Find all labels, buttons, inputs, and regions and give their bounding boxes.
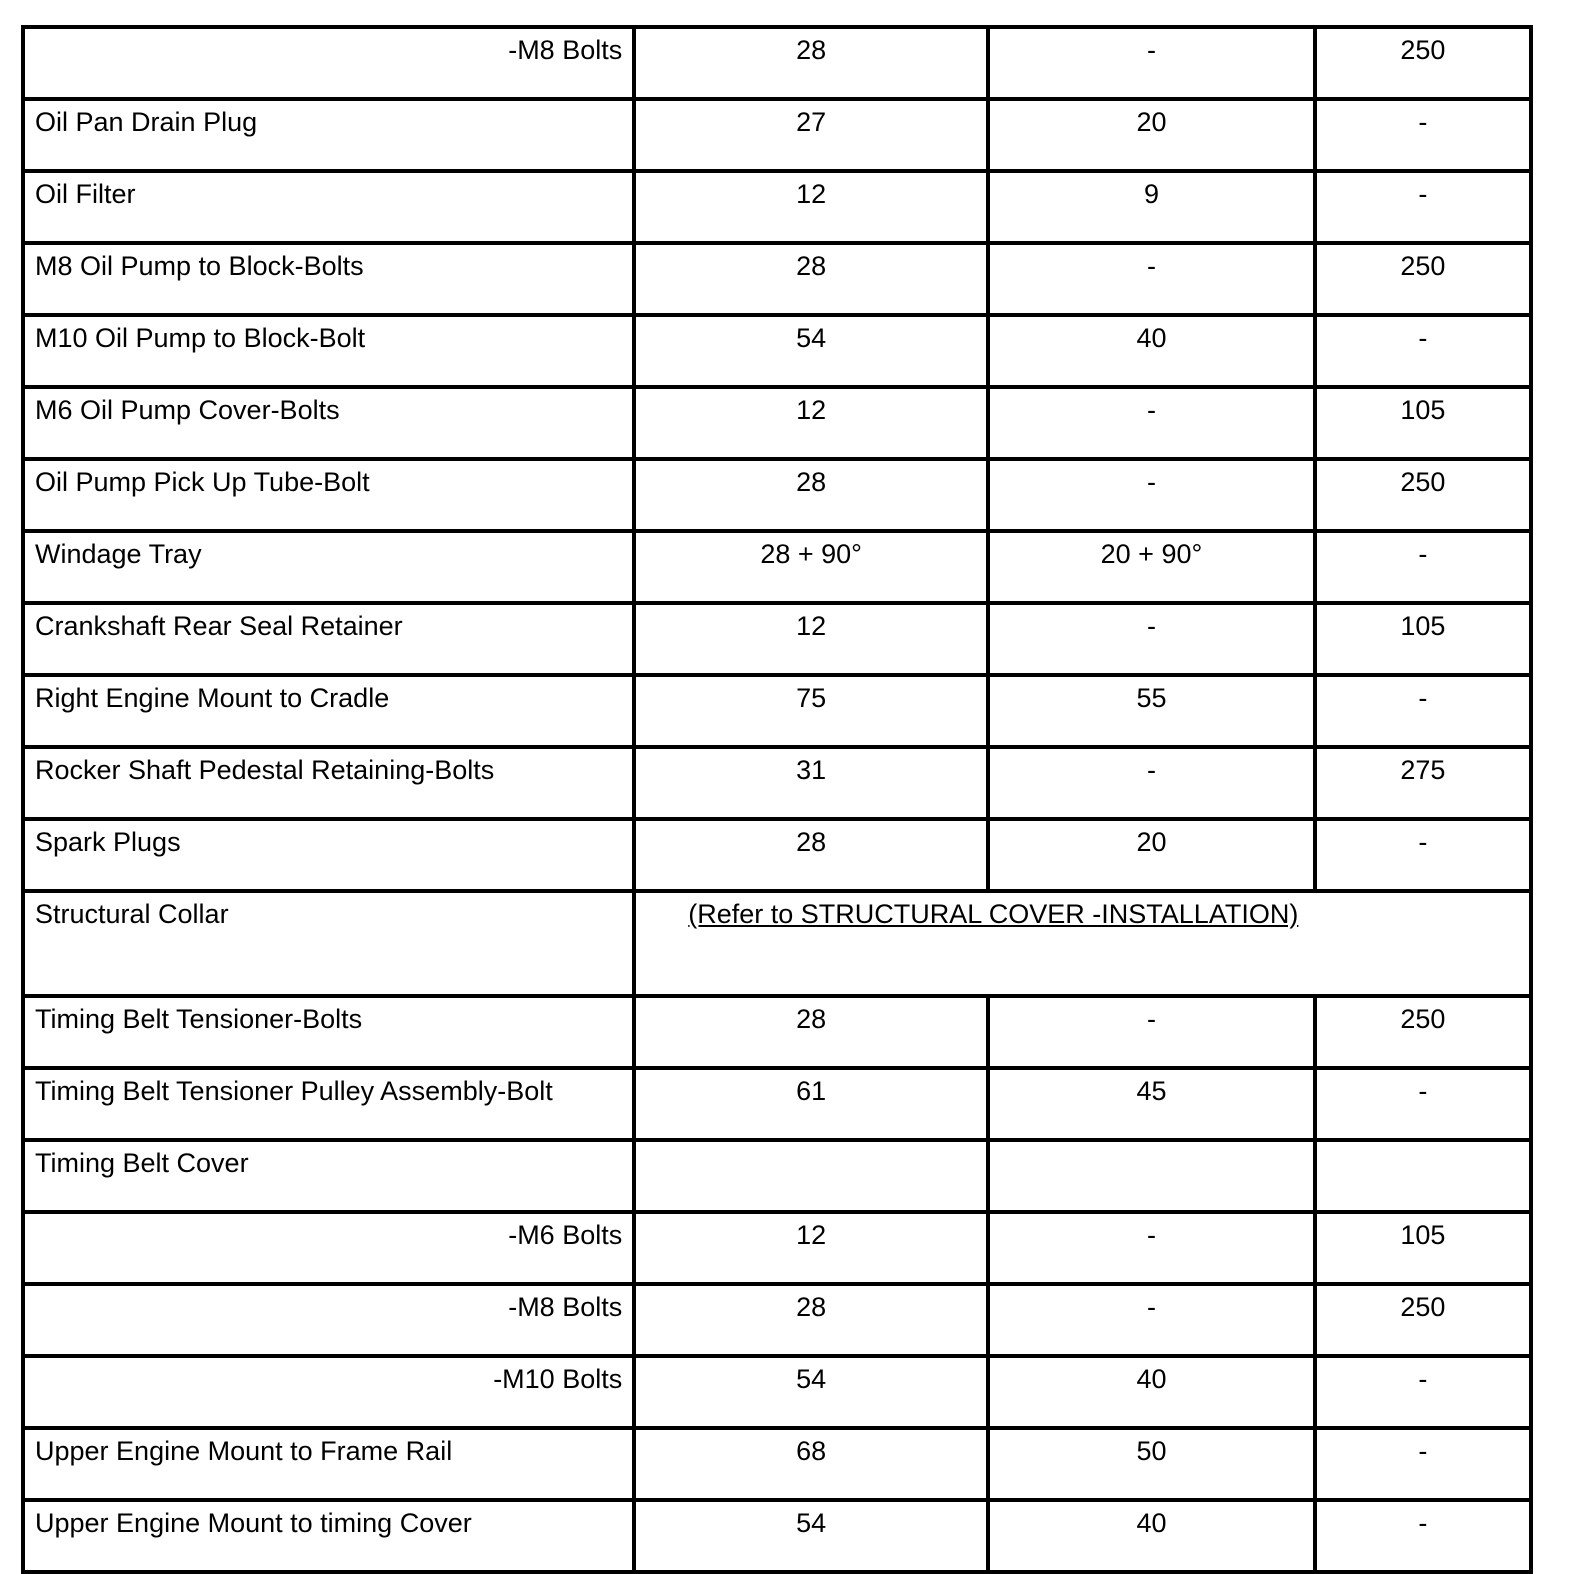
component-name: Oil Pan Drain Plug bbox=[23, 99, 634, 171]
torque-lbft-value: - bbox=[988, 27, 1315, 99]
torque-nm-value: 28 bbox=[634, 459, 988, 531]
torque-lbin-value: 105 bbox=[1315, 387, 1531, 459]
torque-nm-value: 75 bbox=[634, 675, 988, 747]
table-row bbox=[23, 243, 1531, 315]
table-row bbox=[23, 1284, 1531, 1356]
component-name: Timing Belt Tensioner Pulley Assembly-Bolt bbox=[23, 1068, 634, 1140]
torque-lbin-value: 105 bbox=[1315, 1212, 1531, 1284]
component-name: Timing Belt Tensioner-Bolts bbox=[23, 996, 634, 1068]
torque-lbft-value: 45 bbox=[988, 1068, 1315, 1140]
torque-lbft-value: 20 + 90° bbox=[988, 531, 1315, 603]
torque-nm-value: 68 bbox=[634, 1428, 988, 1500]
table-row bbox=[23, 603, 1531, 675]
torque-nm-value: 28 bbox=[634, 819, 988, 891]
table-row bbox=[23, 315, 1531, 387]
table-row bbox=[23, 1500, 1531, 1572]
torque-nm-value bbox=[634, 1140, 988, 1212]
torque-lbin-value: 250 bbox=[1315, 996, 1531, 1068]
table-row bbox=[23, 996, 1531, 1068]
component-name: Upper Engine Mount to Frame Rail bbox=[23, 1428, 634, 1500]
torque-nm-value: 54 bbox=[634, 1500, 988, 1572]
torque-lbft-value: 20 bbox=[988, 99, 1315, 171]
torque-lbin-value: 105 bbox=[1315, 603, 1531, 675]
torque-nm-value: 28 bbox=[634, 243, 988, 315]
table-row bbox=[23, 27, 1531, 99]
torque-lbin-value bbox=[1315, 1140, 1531, 1212]
torque-nm-value: 54 bbox=[634, 1356, 988, 1428]
torque-lbin-value: - bbox=[1315, 99, 1531, 171]
torque-lbin-value: 250 bbox=[1315, 27, 1531, 99]
component-name: Upper Engine Mount to timing Cover bbox=[23, 1500, 634, 1572]
torque-nm-value: 28 bbox=[634, 1284, 988, 1356]
table-row bbox=[23, 1428, 1531, 1500]
torque-spec-table bbox=[21, 25, 1533, 1574]
component-name: M8 Oil Pump to Block-Bolts bbox=[23, 243, 634, 315]
reference-note-cell bbox=[634, 891, 1531, 996]
table-row bbox=[23, 1212, 1531, 1284]
table-body bbox=[23, 27, 1531, 1572]
torque-nm-value: 28 bbox=[634, 996, 988, 1068]
torque-lbin-value: - bbox=[1315, 1428, 1531, 1500]
torque-lbin-value: - bbox=[1315, 1356, 1531, 1428]
torque-nm-value: 12 bbox=[634, 603, 988, 675]
torque-nm-value: 28 + 90° bbox=[634, 531, 988, 603]
table-row bbox=[23, 531, 1531, 603]
torque-lbft-value: 40 bbox=[988, 315, 1315, 387]
torque-lbin-value: - bbox=[1315, 531, 1531, 603]
reference-note: (Refer to STRUCTURAL COVER -INSTALLATION) bbox=[688, 899, 1299, 929]
table-row bbox=[23, 819, 1531, 891]
table-row bbox=[23, 459, 1531, 531]
torque-nm-value: 61 bbox=[634, 1068, 988, 1140]
torque-lbin-value: 275 bbox=[1315, 747, 1531, 819]
torque-nm-value: 54 bbox=[634, 315, 988, 387]
component-name: Windage Tray bbox=[23, 531, 634, 603]
torque-lbft-value: 40 bbox=[988, 1356, 1315, 1428]
torque-lbin-value: 250 bbox=[1315, 243, 1531, 315]
torque-lbft-value: - bbox=[988, 387, 1315, 459]
torque-lbft-value: - bbox=[988, 459, 1315, 531]
torque-lbft-value: 55 bbox=[988, 675, 1315, 747]
torque-lbft-value bbox=[988, 1140, 1315, 1212]
torque-lbft-value: - bbox=[988, 996, 1315, 1068]
table-row bbox=[23, 99, 1531, 171]
component-name: Oil Pump Pick Up Tube-Bolt bbox=[23, 459, 634, 531]
table-row bbox=[23, 891, 1531, 996]
table-row bbox=[23, 171, 1531, 243]
component-subitem-name: -M6 Bolts bbox=[23, 1212, 634, 1284]
torque-lbin-value: - bbox=[1315, 315, 1531, 387]
component-name: M6 Oil Pump Cover-Bolts bbox=[23, 387, 634, 459]
torque-nm-value: 27 bbox=[634, 99, 988, 171]
torque-lbft-value: - bbox=[988, 603, 1315, 675]
component-subitem-name: -M10 Bolts bbox=[23, 1356, 634, 1428]
component-name: Timing Belt Cover bbox=[23, 1140, 634, 1212]
component-subitem-name: -M8 Bolts bbox=[23, 1284, 634, 1356]
component-name: Spark Plugs bbox=[23, 819, 634, 891]
component-name: Crankshaft Rear Seal Retainer bbox=[23, 603, 634, 675]
torque-lbft-value: 50 bbox=[988, 1428, 1315, 1500]
torque-lbin-value: - bbox=[1315, 1068, 1531, 1140]
torque-lbin-value: - bbox=[1315, 171, 1531, 243]
table-row bbox=[23, 1068, 1531, 1140]
torque-lbin-value: 250 bbox=[1315, 459, 1531, 531]
table-row bbox=[23, 1356, 1531, 1428]
torque-lbft-value: - bbox=[988, 243, 1315, 315]
torque-nm-value: 12 bbox=[634, 387, 988, 459]
torque-lbft-value: - bbox=[988, 1212, 1315, 1284]
torque-lbft-value: 40 bbox=[988, 1500, 1315, 1572]
component-name: Rocker Shaft Pedestal Retaining-Bolts bbox=[23, 747, 634, 819]
torque-nm-value: 28 bbox=[634, 27, 988, 99]
torque-lbin-value: 250 bbox=[1315, 1284, 1531, 1356]
component-name: Structural Collar bbox=[23, 891, 634, 996]
torque-lbin-value: - bbox=[1315, 675, 1531, 747]
torque-lbft-value: - bbox=[988, 747, 1315, 819]
component-subitem-name: -M8 Bolts bbox=[23, 27, 634, 99]
component-name: Right Engine Mount to Cradle bbox=[23, 675, 634, 747]
torque-lbft-value: 20 bbox=[988, 819, 1315, 891]
torque-nm-value: 31 bbox=[634, 747, 988, 819]
torque-lbft-value: 9 bbox=[988, 171, 1315, 243]
table-row bbox=[23, 747, 1531, 819]
torque-lbin-value: - bbox=[1315, 1500, 1531, 1572]
table-row bbox=[23, 387, 1531, 459]
table-row bbox=[23, 675, 1531, 747]
table-row bbox=[23, 1140, 1531, 1212]
torque-lbft-value: - bbox=[988, 1284, 1315, 1356]
torque-lbin-value: - bbox=[1315, 819, 1531, 891]
component-name: M10 Oil Pump to Block-Bolt bbox=[23, 315, 634, 387]
torque-nm-value: 12 bbox=[634, 171, 988, 243]
component-name: Oil Filter bbox=[23, 171, 634, 243]
torque-nm-value: 12 bbox=[634, 1212, 988, 1284]
